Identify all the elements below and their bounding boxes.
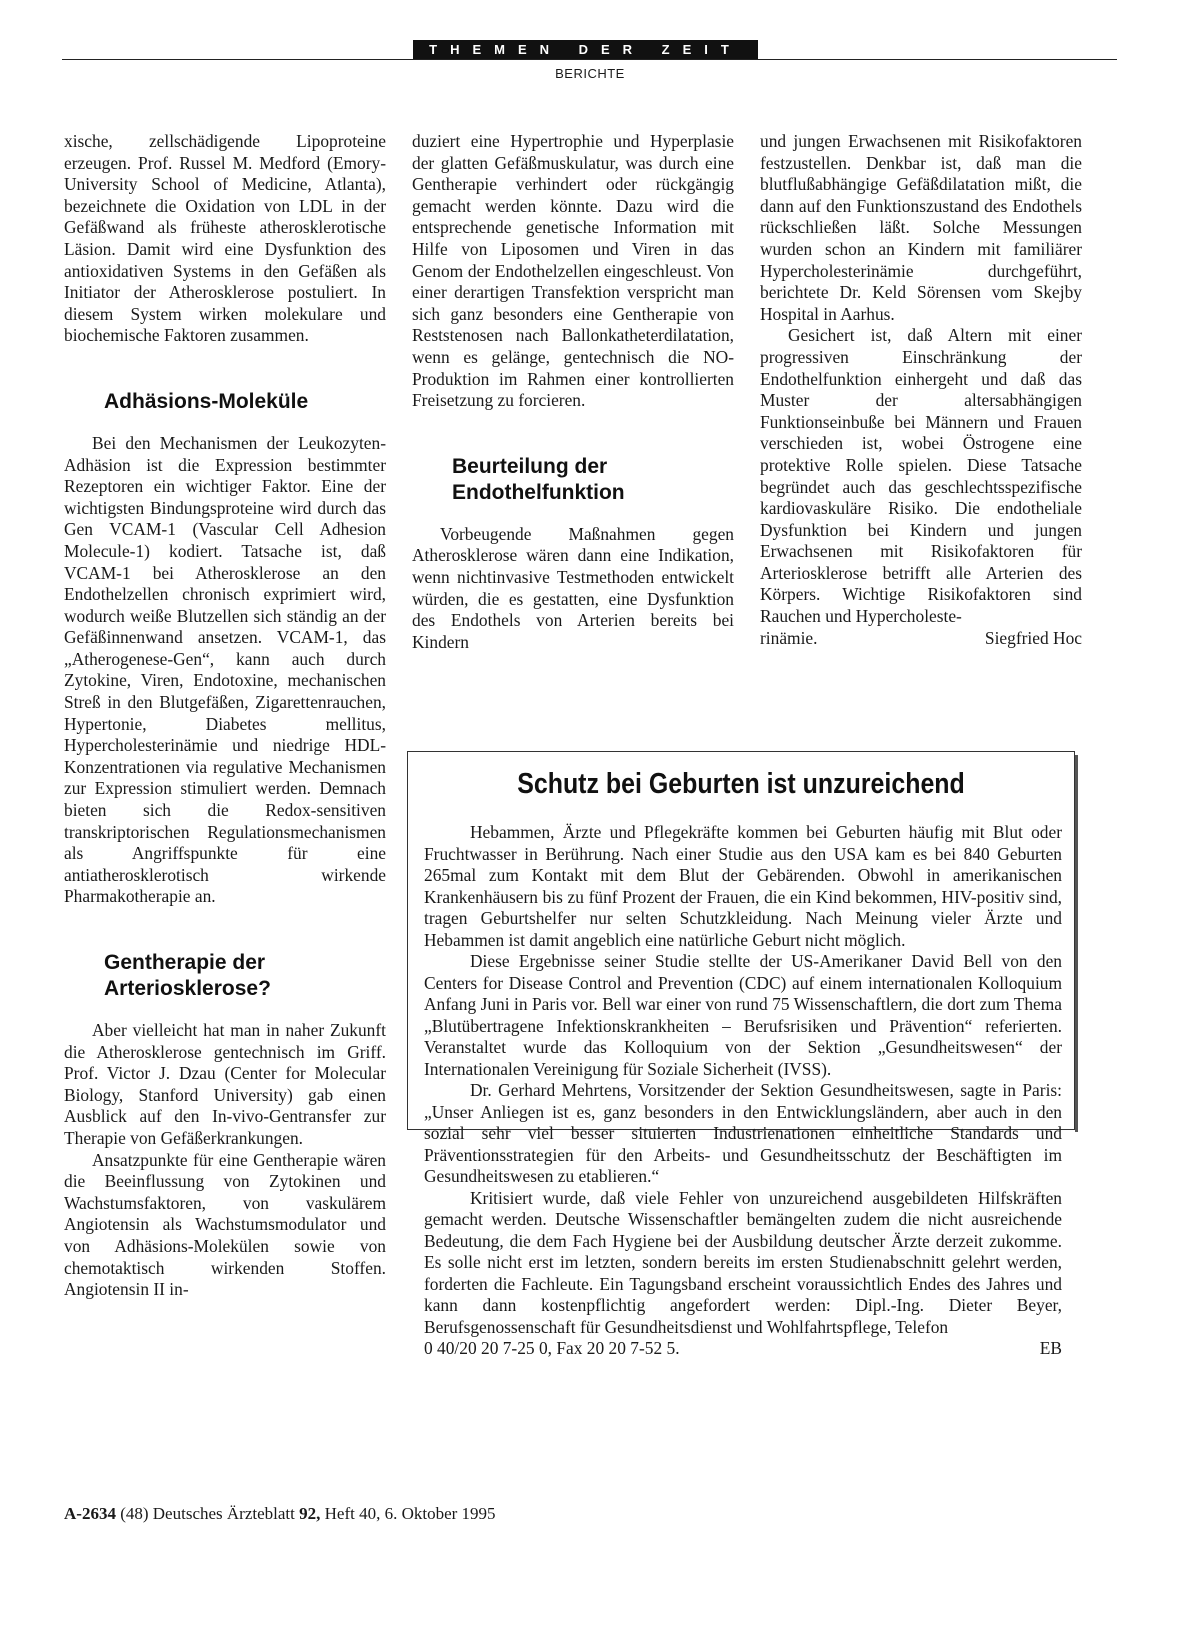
- footer-issue: Heft 40, 6. Oktober 1995: [324, 1504, 496, 1523]
- footer-volume: 92,: [299, 1504, 321, 1523]
- col3-signature-line: [760, 628, 1082, 650]
- box-body: [424, 822, 1062, 1360]
- col1-paragraph-4: Ansatzpunkte für eine Gentherapie wären die Beeinflussung von Zytokinen und Wachstumsfaktoren, von vaskulärem Angiotensin als Wachstumsmodulator und von Adhäsions-Molekülen sowie von chemotaktisch wirkenden Stoffen. Angiotensin II in-: [64, 1149, 386, 1300]
- header-rule: [62, 59, 1117, 60]
- box-paragraph-4: Kritisiert wurde, daß viele Fehler von unzureichend ausgebildeten Hilfskräften gemacht werden. Deutsche Wissenschaftler bemängelten zudem die nicht ausreichende Bedeutung, die dem Fach Hygiene bei der Ausbildung deutscher Ärzte derzeit zukomme. Es solle nicht erst im letzten, sondern bereits im ersten Studienabschnitt gelehrt werden, forderten die Fachleute. Ein Tagungsband erscheint voraussichtlich Endes des Jahres und kann dann kostenpflichtig angefordert werden: Dipl.-Ing. Dieter Beyer, Berufsgenossenschaft für Gesundheitsdienst und Wohlfahrtspflege, Telefon: [424, 1187, 1062, 1337]
- col2-paragraph-2: Vorbeugende Maßnahmen gegen Atherosklerose wären dann eine Indikation, wenn nichtinvasive Testmethoden entwickelt würden, die es gestatten, eine Dysfunktion des Endothels von Arterien bereits bei Kindern: [412, 523, 734, 652]
- col3-paragraph-2: Gesichert ist, daß Altern mit einer progressiven Einschränkung der Endothelfunktion einhergeht und daß das Muster der altersabhängigen Funktionseinbuße bei Männern und Frauen verschieden ist, wobei Östrogene eine protektive Rolle spielen. Diese Tatsache begründet auch das geschlechtsspezifische kardiovaskuläre Risiko. Die endotheliale Dysfunktion bei Kindern und jungen Erwachsenen mit Risikofaktoren für Arteriosklerose betrifft alle Arterien des Körpers. Wichtige Risikofaktoren sind Rauchen und Hypercholeste-: [760, 325, 1082, 627]
- box-paragraph-2: Diese Ergebnisse seiner Studie stellte der US-Amerikaner David Bell von den Centers for Disease Control and Prevention (CDC) auf einem internationalen Kolloquium Anfang Juni in Paris vor. Bell war einer von rund 75 Wissenschaftlern, die dort zum Thema „Blutübertragene Infektionskrankheiten – Berufsrisiken und Prävention“ referierten. Veranstaltet wurde das Kolloquium von der Sektion „Gesundheitswesen“ der Internationalen Vereinigung für Soziale Sicherheit (IVSS).: [424, 951, 1062, 1079]
- box-title: Schutz bei Geburten ist unzureichend: [517, 768, 965, 800]
- col2-paragraph-1: duziert eine Hypertrophie und Hyperplasie der glatten Gefäßmuskulatur, was durch eine Gentherapie verhindert oder rückgängig gemacht werden könnte. Dazu wird die entsprechende genetische Information mit Hilfe von Liposomen und Viren in das Genom der Endothelzellen eingeschleust. Von einer derartigen Transfektion verspricht man sich ganz besonders eine Gentherapie von Reststenosen nach Ballonkatheterdilatation, wenn es gelänge, gentechnisch die NO-Produktion im Rahmen einer kontrollierten Freisetzung zu forcieren.: [412, 131, 734, 411]
- subheading-beurteilung-line1: Beurteilung der: [452, 454, 608, 478]
- subheading-beurteilung-line2: Endothelfunktion: [452, 480, 625, 504]
- col3-last-word: rinämie.: [760, 627, 818, 648]
- box-paragraph-3: Dr. Gerhard Mehrtens, Vorsitzender der Sektion Gesundheitswesen, sagte in Paris: „Unser Anliegen ist es, ganz besonders in den Entwicklungsländern, aber auch in den sozial sehr viel besser situierten Industrienationen einheitliche Standards und Präventionsstrategien für den Arbeits- und Gesundheitsschutz der Beschäftigten im Gesundheitswesen zu etablieren.“: [424, 1080, 1062, 1186]
- col1-paragraph-2: Bei den Mechanismen der Leukozyten-Adhäsion ist die Expression bestimmter Rezeptoren ein wichtiger Faktor. Eine der wichtigsten Bindungsproteine wird durch das Gen VCAM-1 (Vascular Cell Adhesion Molecule-1) kodiert. Tatsache ist, daß VCAM-1 bei Atherosklerose an den Endothelzellen chronisch exprimiert wird, wodurch weiße Blutzellen sich ständig an der Gefäßinnenwand ansetzen. VCAM-1, das „Atherogenese-Gen“, kann auch durch Zytokine, Viren, Endotoxine, mechanischen Streß in den Blutgefäßen, Zigarettenrauchen, Hypertonie, Diabetes mellitus, Hypercholesterinämie und niedrige HDL-Konzentrationen via regulative Mechanismen zur Expression stimuliert werden. Demnach bieten sich die Redox-sensitiven transkriptorischen Regulationsmechanismen als Angriffspunkte für eine antiatherosklerotisch wirkende Pharmakotherapie an.: [64, 432, 386, 907]
- box-last-line: [424, 1338, 1062, 1360]
- footer-page-num: (48): [120, 1504, 149, 1523]
- news-box: [407, 751, 1075, 1358]
- subheading-gentherapie: [64, 950, 386, 1002]
- author-signature: Siegfried Hoc: [984, 627, 1082, 648]
- masthead-banner: THEMEN DER ZEIT: [413, 40, 758, 59]
- subheading-gentherapie-line2: Arteriosklerose?: [104, 977, 271, 1000]
- box-signature: EB: [1039, 1338, 1062, 1358]
- subheading-gentherapie-line1: Gentherapie der: [104, 951, 266, 974]
- footer-page-ref: A-2634: [64, 1504, 116, 1523]
- footer-journal: Deutsches Ärzteblatt: [152, 1504, 295, 1523]
- column-2: [412, 131, 734, 653]
- column-1: [64, 131, 386, 1301]
- col1-paragraph-1: xische, zellschädigende Lipoproteine erzeugen. Prof. Russel M. Medford (Emory-University School of Medicine, Atlanta), bezeichnete die Oxidation von LDL in der Gefäßwand als früheste atherosklerotische Läsion. Damit wird eine Dysfunktion des antioxidativen Systems in den Gefäßen als Initiator der Atherosklerose postuliert. In diesem System wirken molekulare und biochemische Faktoren zusammen.: [64, 131, 386, 346]
- box-paragraph-1: Hebammen, Ärzte und Pflegekräfte kommen bei Geburten häufig mit Blut oder Fruchtwasser in Berührung. Nach einer Studie aus den USA kam es bei 840 Geburten 265mal zum Kontakt mit dem Blut der Gebärenden. Obwohl in amerikanischen Krankenhäusern bis zu fünf Prozent der Frauen, die ein Kind bekommen, HIV-positiv sind, tragen Geburtshelfer nur selten Schutzkleidung. Nach Meinung vieler Ärzte und Hebammen ist damit angeblich eine natürliche Geburt nicht möglich.: [424, 822, 1062, 950]
- page-footer: [64, 1504, 496, 1524]
- subheading-adhaesion: Adhäsions-Moleküle: [104, 389, 309, 413]
- col1-paragraph-3: Aber vielleicht hat man in naher Zukunft die Atherosklerose gentechnisch im Griff. Prof. Victor J. Dzau (Center for Molecular Biology, Stanford University) gab einen Ausblick auf den In-vivo-Gentransfer zur Therapie von Gefäßerkrankungen.: [64, 1020, 386, 1148]
- column-3: [760, 131, 1082, 649]
- col3-paragraph-1: und jungen Erwachsenen mit Risikofaktoren festzustellen. Denkbar ist, daß man die blutflußabhängige Gefäßdilatation mißt, die dann auf den Funktionszustand des Endothels rückschließen läßt. Solche Messungen wurden schon an Kindern mit familiärer Hypercholesterinämie durchgeführt, berichtete Dr. Keld Sörensen vom Skejby Hospital in Aarhus.: [760, 131, 1082, 324]
- box-contact-line: 0 40/20 20 7-25 0, Fax 20 20 7-52 5.: [424, 1338, 680, 1358]
- section-label: BERICHTE: [555, 66, 625, 81]
- subheading-beurteilung: [412, 454, 734, 506]
